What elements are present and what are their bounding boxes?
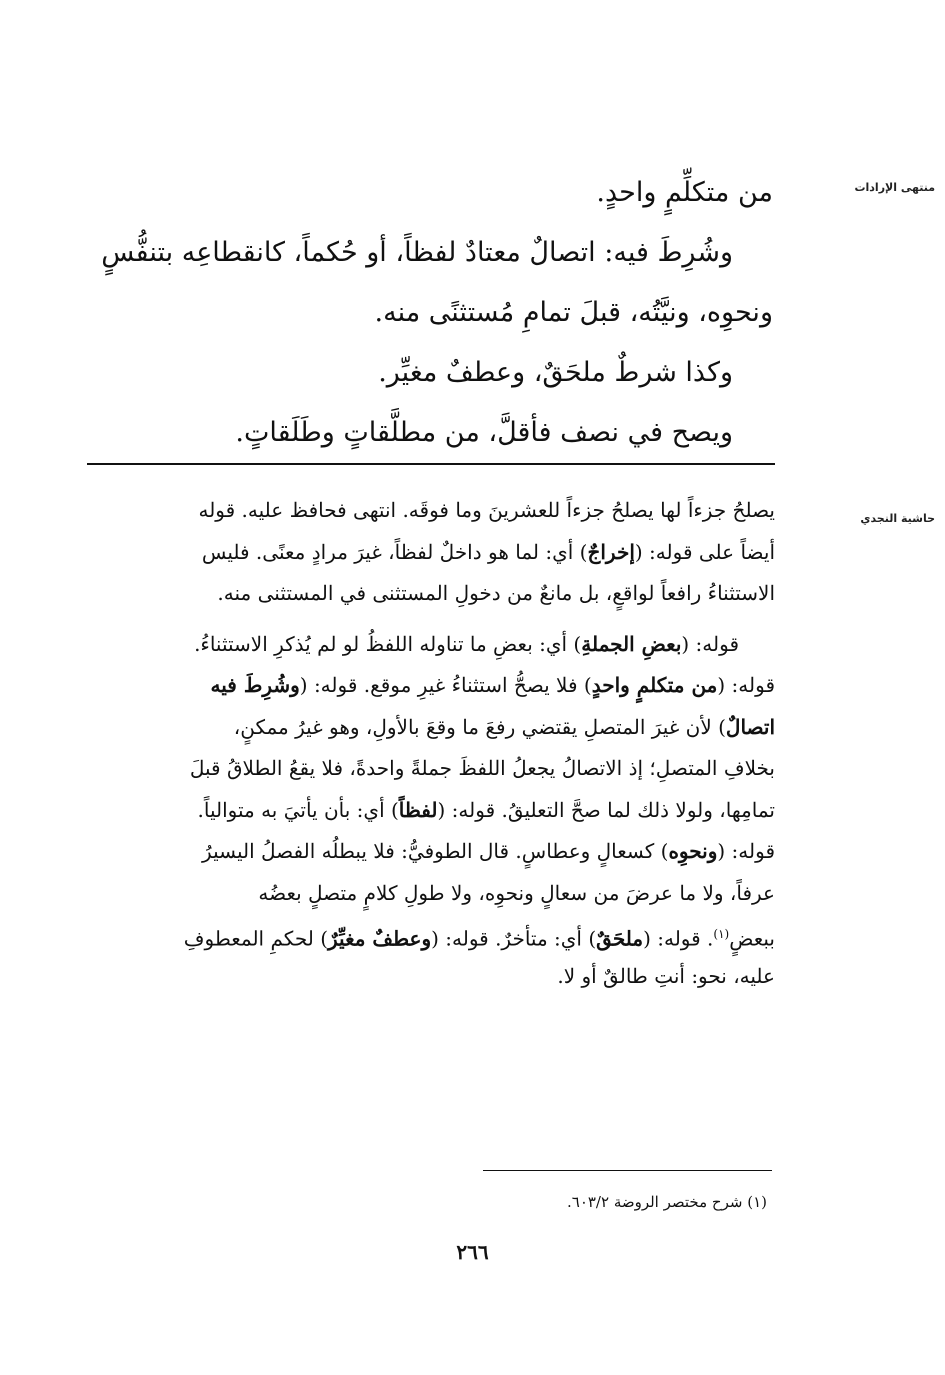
bold-term: ملحَقٌ [596, 926, 644, 951]
hashiya-line: بخلافِ المتصلِ؛ إذ الاتصالُ يجعلُ اللفظَ جملةً واحدةً، فلا يقعُ الطلاقُ قبلَ [189, 756, 775, 780]
hashiya-line: الاستثناءُ رافعاً لواقعٍ، بل مانعٌ من دخولِ المستثنى في المستثنى منه. [217, 581, 775, 605]
hashiya-line: قوله: (من متكلمٍ واحدٍ) فلا يصحُّ استثناءُ غيرِ موقع. قوله: (وشُرِطَ فيه [210, 673, 775, 697]
footnote-divider [483, 1170, 772, 1171]
matn-line: وكذا شرطٌ ملحَقٌ، وعطفٌ مغيِّر. [378, 357, 733, 388]
hashiya-line: عليه، نحو: أنتِ طالقٌ أو لا. [557, 963, 775, 988]
hashiya-line: ببعضٍ$^{(١)}$. قوله: (ملحَقٌ) أي: متأخرٌ. قوله: (وعطفٌ مغيِّرٌ) لحكمِ المعطوفِ [183, 926, 775, 951]
bold-term: وعطفٌ مغيِّرٌ [328, 926, 432, 951]
hashiya-line: قوله: (ونحوِه) كسعالٍ وعطاسٍ. قال الطوفيُّ: فلا يبطلُه الفصلُ اليسيرُ [202, 839, 775, 863]
matn-line: ويصح في نصف فأقلَّ، من مطلَّقاتٍ وطَلَقاتٍ. [235, 417, 733, 448]
bold-term: اتصالٌ [725, 714, 775, 739]
bold-term: إخراجٌ [587, 539, 635, 564]
hashiya-text [80, 490, 775, 997]
matn-line: ونحوِه، ونيَّتُه، قبلَ تمامِ مُستثنًى منه. [374, 297, 773, 328]
bold-term: من متكلمٍ واحدٍ [591, 673, 718, 697]
hashiya-line: قوله: (بعضِ الجملةِ) أي: بعضِ ما تناوله اللفظُ لو لم يُذكرِ الاستثناءُ. [194, 631, 739, 656]
hashiya-line: أيضاً على قوله: (إخراجٌ) أي: لما هو داخلٌ لفظاً، غيرَ مرادٍ معنًى. فليس [201, 539, 775, 564]
bold-term: بعضِ الجملةِ [581, 631, 682, 656]
matn-line: من متكلِّمٍ واحدٍ. [596, 177, 773, 208]
bold-term: ونحوِه [668, 839, 718, 863]
footnote: (١) شرح مختصر الروضة ٦٠٣/٢. [566, 1193, 767, 1211]
matn-text [101, 163, 773, 463]
footnote-marker: (١) [713, 927, 730, 941]
hashiya-line: عرفاً، ولا ما عرضَ من سعالٍ ونحوِه، ولا طولِ كلامٍ متصلٍ بعضُه [258, 880, 775, 905]
side-label-matn: منتهى الإرادات [854, 181, 935, 194]
bold-term: لفظاً [398, 797, 438, 822]
side-label-hashiya: حاشية النجدي [860, 512, 935, 525]
hashiya-line: يصلحُ جزءاً لها يصلحُ جزءاً للعشرينَ وما فوقَه. انتهى فحافظ عليه. قوله [198, 498, 775, 522]
section-divider [87, 463, 775, 465]
page-number: ٢٦٦ [456, 1240, 489, 1264]
bold-term: وشُرِطَ فيه [210, 673, 300, 697]
matn-line: وشُرِطَ فيه: اتصالٌ معتادٌ لفظاً، أو حُكماً، كانقطاعِه بتنفُّسٍ [101, 237, 733, 268]
hashiya-line: اتصالٌ) لأن غيرَ المتصلِ يقتضي رفعَ ما وقعَ بالأولِ، وهو غيرُ ممكنٍ، [233, 714, 775, 739]
hashiya-line: تمامِها، ولولا ذلك لما صحَّ التعليقُ. قوله: (لفظاً) أي: بأن يأتيَ به متوالياً. [197, 797, 775, 822]
